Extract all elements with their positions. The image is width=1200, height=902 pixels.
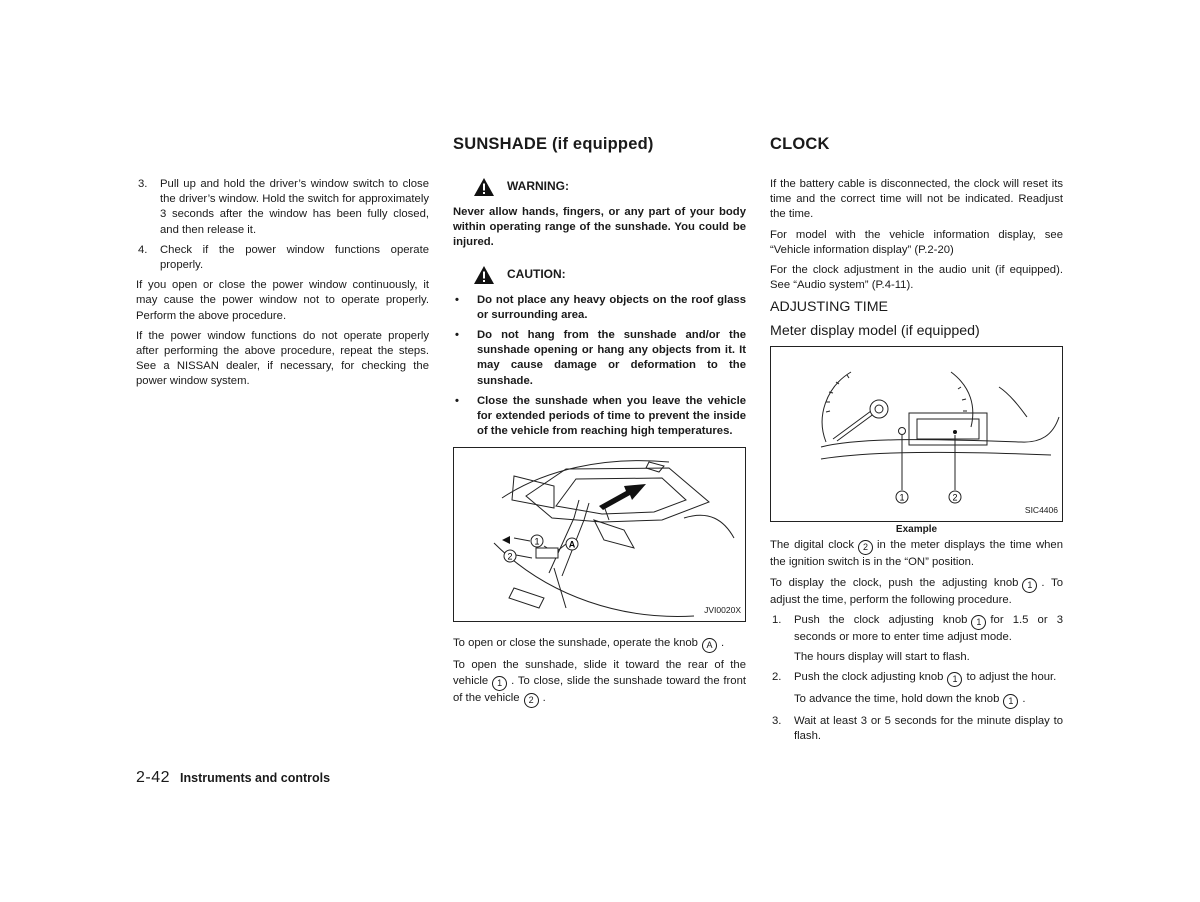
meter-illustration: [770, 346, 1063, 522]
text: . To close, slide the sunshade toward the front of the vehicle: [453, 674, 746, 704]
callout-ref: 1: [947, 672, 962, 687]
clock-steps: [770, 613, 1063, 645]
clock-steps: [770, 670, 1063, 687]
caution-icon: [473, 265, 495, 285]
subheading: ADJUSTING TIME: [770, 299, 888, 316]
page-number: 2-42: [136, 769, 171, 786]
text: The digital clock: [770, 539, 854, 552]
step-number: 3.: [772, 715, 782, 728]
paragraph: If the battery cable is disconnected, the clock will reset its time and the correct time will not be indicated. Readjust the time.: [770, 178, 1063, 221]
list-item: • Do not hang from the sunshade and/or the sunshade opening or hang any objects from it. It may cause damage or deformation to the sunshade.: [453, 328, 746, 389]
step-number: 1.: [772, 613, 782, 626]
warning-icon: [473, 177, 495, 197]
text: to adjust the hour.: [966, 671, 1057, 684]
text: for 1.5 or 3 seconds or more to enter time adjust mode.: [794, 613, 1063, 643]
callout-ref: 1: [1003, 694, 1018, 709]
list-item: • Do not place any heavy objects on the roof glass or surrounding area.: [453, 293, 746, 323]
power-window-steps: [136, 177, 429, 273]
paragraph: [770, 538, 1063, 570]
clock-section: [770, 134, 1063, 750]
text: To open or close the sunshade, operate the knob: [453, 637, 698, 650]
text: .: [542, 691, 546, 704]
sub-paragraph: [770, 692, 1063, 709]
left-column: [136, 177, 429, 395]
caution-label: CAUTION:: [507, 267, 566, 281]
step-text: Wait at least 3 or 5 seconds for the minute display to flash.: [794, 715, 1063, 743]
callout-a: A: [568, 539, 576, 550]
text: Push the clock adjusting knob: [794, 671, 944, 684]
step-number: 3.: [138, 178, 148, 190]
list-item: • Close the sunshade when you leave the vehicle for extended periods of time to prevent the inside of the vehicle from reaching high temperatures.: [453, 394, 746, 440]
caution-list: [453, 293, 746, 440]
sunshade-section: [453, 134, 746, 713]
text: Push the clock adjusting knob: [794, 613, 968, 626]
subheading: Meter display model (if equipped): [770, 323, 980, 340]
callout-two: 2: [507, 551, 513, 562]
step-text: Pull up and hold the driver’s window switch to close the driver’s window. Hold the switch for approximately 3 seconds after the window has been fully closed, and then release it.: [160, 178, 429, 236]
paragraph: [453, 636, 746, 653]
text: .: [1022, 693, 1026, 706]
callout-ref: 1: [492, 676, 507, 691]
paragraph: [770, 576, 1063, 608]
figure-code: JVI0020X: [704, 605, 741, 616]
callout-two: 2: [952, 492, 958, 503]
figure-caption: Example: [895, 524, 938, 536]
meter-drawing: [771, 347, 1062, 521]
step-number: 2.: [772, 671, 782, 684]
step-number: 4.: [138, 243, 148, 256]
list-item: [136, 243, 429, 273]
text: To display the clock, push the adjusting knob: [770, 576, 1019, 589]
callout-one: 1: [534, 536, 540, 547]
section-heading: SUNSHADE (if equipped): [453, 135, 654, 153]
sunshade-drawing: [454, 448, 745, 621]
paragraph: For model with the vehicle information display, see “Vehicle information display” (P.2-20): [770, 228, 1063, 256]
sub-paragraph: The hours display will start to flash.: [794, 651, 970, 664]
caution-header: [453, 265, 746, 285]
list-item: [770, 670, 1063, 687]
page-footer: [136, 769, 330, 787]
paragraph: For the clock adjustment in the audio unit (if equipped). See “Audio system” (P.4-11).: [770, 264, 1063, 292]
section-heading: CLOCK: [770, 135, 830, 153]
text: in the meter displays the time when the ignition switch is in the “ON” position.: [770, 539, 1063, 569]
section-title: Instruments and controls: [180, 771, 331, 785]
paragraph: If the power window functions do not operate properly after performing the above procedure, repeat the steps. See a NISSAN dealer, if necessary, for checking the power window system.: [136, 329, 429, 388]
figure-code: SIC4406: [1024, 505, 1058, 516]
callout-ref: 1: [1022, 578, 1037, 593]
list-item: [136, 177, 429, 238]
callout-ref: 1: [971, 615, 986, 630]
warning-header: [453, 177, 746, 197]
warning-text: Never allow hands, fingers, or any part of your body within operating range of the sunshade. You could be injured.: [453, 206, 746, 249]
callout-ref: A: [702, 638, 717, 653]
sunshade-illustration: [453, 447, 746, 622]
paragraph: If you open or close the power window continuously, it may cause the power window not to operate properly. Perform the above procedure.: [136, 279, 429, 322]
paragraph: [453, 658, 746, 707]
callout-one: 1: [899, 492, 905, 503]
list-item: [770, 714, 1063, 744]
text: .: [720, 637, 725, 650]
list-item: [770, 613, 1063, 645]
text: . To adjust the time, perform the following procedure.: [770, 576, 1063, 606]
warning-label: WARNING:: [507, 179, 569, 194]
callout-ref: 2: [524, 693, 539, 708]
text: To open the sunshade, slide it toward the rear of the vehicle: [453, 659, 746, 687]
step-text: Check if the power window functions operate properly.: [160, 243, 429, 272]
callout-ref: 2: [858, 540, 873, 555]
clock-steps: [770, 714, 1063, 744]
text: To advance the time, hold down the knob: [794, 693, 1000, 706]
